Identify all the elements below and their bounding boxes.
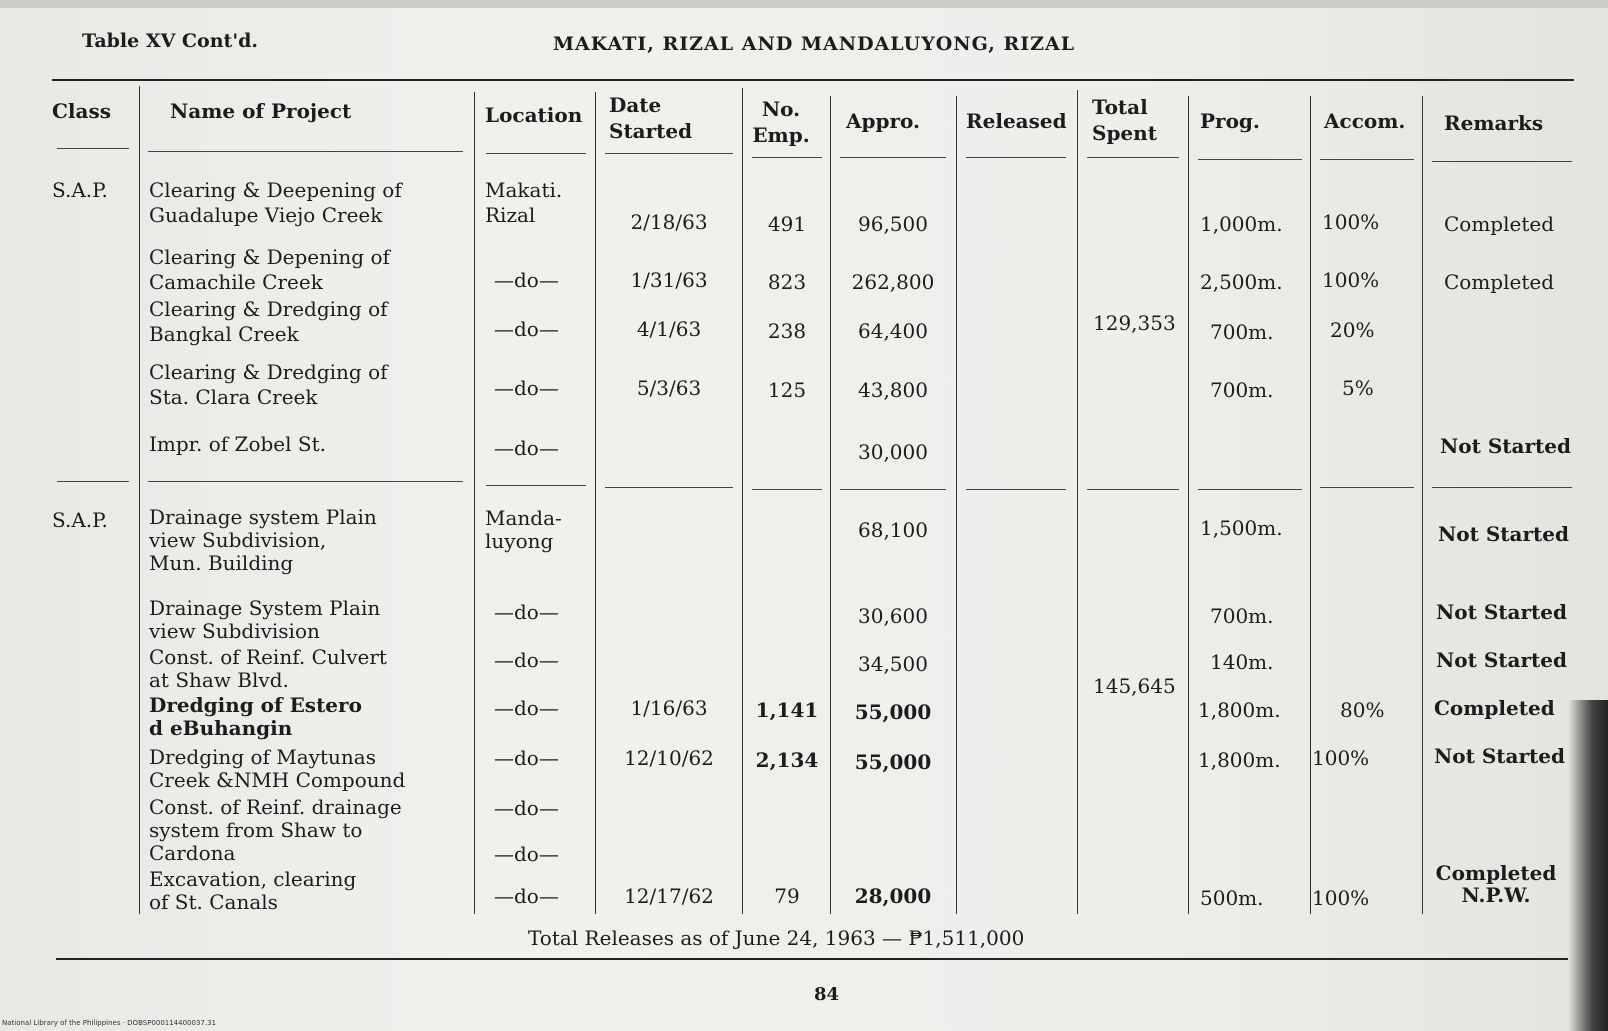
section-divider (966, 489, 1066, 490)
appropriation: 96,500 (858, 212, 928, 236)
progress: 1,800m. (1198, 748, 1281, 772)
header-underline (1432, 161, 1572, 162)
header-underline (1320, 159, 1414, 160)
total-spent: 145,645 (1093, 674, 1176, 698)
num-employees: 491 (767, 212, 807, 236)
progress: 1,000m. (1200, 212, 1283, 236)
header-underline (966, 157, 1066, 158)
date-started: 5/3/63 (636, 376, 702, 400)
col-header-emp: No. Emp. (752, 97, 810, 147)
col-divider (474, 92, 475, 914)
location: —do— (494, 317, 559, 341)
table-label: Table XV Cont'd. (82, 30, 259, 52)
col-header-total-spent: Total Spent (1092, 95, 1157, 145)
total-releases-note: Total Releases as of June 24, 1963 — ₱1,511,000 (528, 926, 1025, 950)
appropriation: 34,500 (858, 652, 928, 676)
col-divider (1310, 96, 1311, 914)
num-employees: 79 (774, 884, 800, 908)
remarks: Completed N.P.W. (1435, 861, 1557, 907)
section-divider (840, 489, 946, 490)
progress: 700m. (1210, 378, 1274, 402)
project-name: Drainage system Plain view Subdivision, Mun. Building (149, 505, 377, 575)
project-name: Impr. of Zobel St. (149, 432, 326, 456)
page-top-edge (0, 0, 1608, 8)
location: —do— (494, 648, 559, 672)
section-divider (1198, 489, 1302, 490)
location: Manda- luyong (485, 506, 562, 553)
date-started: 1/16/63 (630, 696, 708, 720)
col-divider (1422, 96, 1423, 914)
location: —do— (494, 884, 559, 908)
header-underline (605, 153, 733, 154)
location: —do— (494, 842, 559, 866)
col-header-prog: Prog. (1200, 109, 1260, 133)
project-name: Const. of Reinf. drainage system from Shaw to Cardona (149, 795, 402, 865)
col-header-name: Name of Project (170, 99, 352, 123)
col-header-appro: Appro. (846, 109, 920, 133)
section-divider (1087, 489, 1179, 490)
top-rule (52, 79, 1574, 81)
section-divider (57, 481, 129, 482)
page-title: MAKATI, RIZAL AND MANDALUYONG, RIZAL (553, 33, 1076, 55)
bottom-rule (56, 958, 1568, 960)
col-header-location: Location (485, 103, 583, 127)
progress: 700m. (1210, 320, 1274, 344)
col-divider (956, 96, 957, 914)
remarks: Not Started (1440, 434, 1571, 458)
progress: 700m. (1210, 604, 1274, 628)
col-divider (742, 88, 743, 914)
appropriation: 55,000 (854, 700, 932, 724)
col-divider (1188, 96, 1189, 914)
accomplishment: 100% (1312, 746, 1370, 770)
num-employees: 823 (767, 270, 807, 294)
section-divider (1320, 487, 1414, 488)
progress: 2,500m. (1200, 270, 1283, 294)
library-stamp: National Library of the Philippines · DOBSP000114400037.31 (2, 1019, 216, 1027)
location: —do— (494, 696, 559, 720)
col-divider (139, 86, 140, 914)
appropriation: 30,600 (858, 604, 928, 628)
project-name: Drainage System Plain view Subdivision (149, 596, 381, 643)
location: —do— (494, 436, 559, 460)
accomplishment: 5% (1342, 376, 1374, 400)
appropriation: 68,100 (858, 518, 928, 542)
remarks: Not Started (1436, 600, 1567, 624)
remarks: Completed (1434, 696, 1555, 720)
section-divider (148, 481, 463, 482)
location: —do— (494, 268, 559, 292)
accomplishment: 100% (1312, 886, 1370, 910)
remarks: Not Started (1438, 522, 1569, 546)
num-employees: 125 (767, 378, 807, 402)
remarks: Completed (1444, 270, 1555, 294)
col-header-remarks: Remarks (1444, 111, 1544, 135)
col-divider (830, 96, 831, 914)
col-divider (1077, 90, 1078, 914)
remarks: Not Started (1434, 744, 1565, 768)
date-started: 4/1/63 (636, 317, 702, 341)
appropriation: 262,800 (851, 270, 935, 294)
progress: 140m. (1210, 650, 1274, 674)
date-started: 2/18/63 (630, 210, 708, 234)
col-header-date: Date Started (609, 93, 693, 143)
class-label: S.A.P. (52, 508, 108, 532)
header-underline (840, 157, 946, 158)
project-name: Const. of Reinf. Culvert at Shaw Blvd. (149, 645, 387, 692)
scan-shadow (1568, 700, 1608, 1031)
section-divider (605, 487, 733, 488)
appropriation: 55,000 (854, 750, 932, 774)
section-divider (752, 489, 822, 490)
date-started: 12/10/62 (624, 746, 714, 770)
progress: 1,800m. (1198, 698, 1281, 722)
project-name: Excavation, clearing of St. Canals (149, 867, 357, 914)
section-divider (1432, 487, 1572, 488)
project-name: Clearing & Deepening of Guadalupe Viejo Creek (149, 178, 402, 227)
location: Makati. Rizal (485, 178, 563, 227)
total-spent: 129,353 (1093, 311, 1176, 335)
remarks: Completed (1444, 212, 1555, 236)
progress: 500m. (1200, 886, 1264, 910)
accomplishment: 80% (1340, 698, 1385, 722)
header-underline (752, 157, 822, 158)
num-employees: 1,141 (755, 698, 819, 722)
project-name: Clearing & Dredging of Bangkal Creek (149, 297, 388, 346)
project-name: Clearing & Depening of Camachile Creek (149, 245, 390, 294)
location: —do— (494, 746, 559, 770)
date-started: 1/31/63 (630, 268, 708, 292)
project-name: Dredging of Estero d eBuhangin (149, 693, 362, 740)
page-number: 84 (814, 984, 840, 1005)
col-header-accom: Accom. (1324, 109, 1406, 133)
accomplishment: 20% (1330, 318, 1375, 342)
section-divider (486, 485, 586, 486)
appropriation: 64,400 (858, 319, 928, 343)
progress: 1,500m. (1200, 516, 1283, 540)
header-underline (148, 151, 463, 152)
header-underline (1198, 159, 1302, 160)
accomplishment: 100% (1322, 268, 1380, 292)
col-header-released: Released (966, 109, 1067, 133)
accomplishment: 100% (1322, 210, 1380, 234)
appropriation: 28,000 (854, 884, 932, 908)
num-employees: 2,134 (755, 748, 819, 772)
col-header-class: Class (52, 99, 111, 123)
date-started: 12/17/62 (624, 884, 714, 908)
col-divider (595, 92, 596, 914)
class-label: S.A.P. (52, 178, 108, 202)
header-underline (57, 148, 129, 149)
header-underline (486, 153, 586, 154)
location: —do— (494, 796, 559, 820)
project-name: Clearing & Dredging of Sta. Clara Creek (149, 360, 388, 409)
appropriation: 30,000 (858, 440, 928, 464)
project-name: Dredging of Maytunas Creek &NMH Compound (149, 745, 406, 792)
remarks: Not Started (1436, 648, 1567, 672)
appropriation: 43,800 (858, 378, 928, 402)
num-employees: 238 (767, 319, 807, 343)
header-underline (1087, 157, 1179, 158)
location: —do— (494, 600, 559, 624)
location: —do— (494, 376, 559, 400)
